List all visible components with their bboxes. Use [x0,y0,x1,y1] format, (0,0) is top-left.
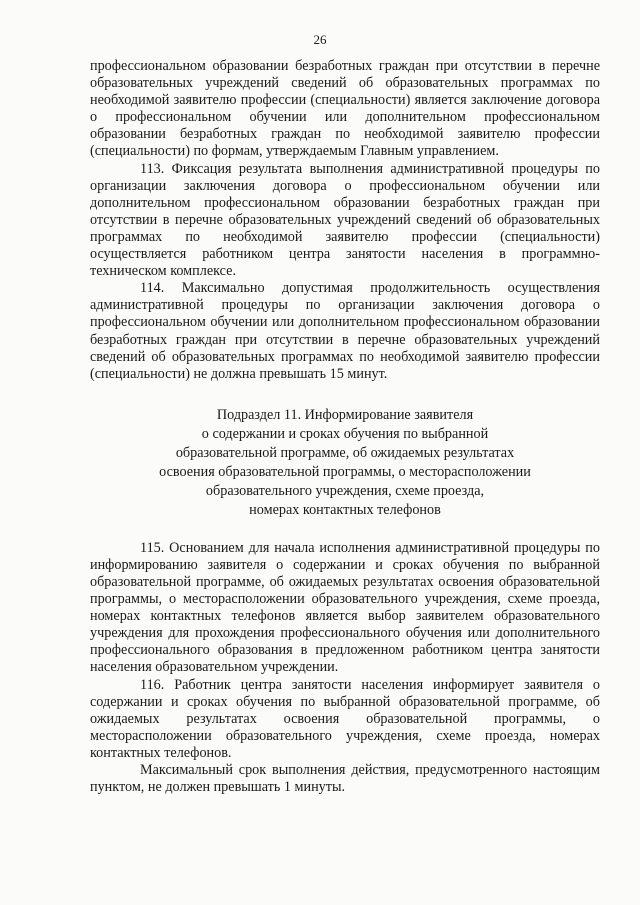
heading-line: образовательного учреждения, схеме проезда, [205,482,485,499]
paragraph-113: 113. Фиксация результата выполнения административной процедуры по организации заключения договора о профессиональном обучении или дополнительном профессиональном образовании безработных граждан при отсутствии в перечне образовательных учреждений сведений об образовательных программах по необходимой заявителю профессии (специальности) осуществляется работником центра занятости населения в программно-техническом комплексе. [90,160,600,280]
heading-line: номерах контактных телефонов [249,501,441,518]
paragraph-continuation: профессиональном образовании безработных граждан при отсутствии в перечне образовательных учреждений сведений об образовательных программах по необходимой заявителю профессии (специальности) является заключение договора о профессиональном обучении или дополнительном профессиональном образовании безработных граждан по необходимой заявителю профессии (специальности) по формам, утверждаемым Главным управлением. [90,58,600,160]
paragraph-115: 115. Основанием для начала исполнения административной процедуры по информированию заявителя о содержании и сроках обучения по выбранной образовательной программе, об ожидаемых результатах освоения образовательной программы, о месторасположении образовательного учреждения, схеме проезда, номерах контактных телефонов является выбор заявителем образовательного учреждения для прохождения профессионального обучения или дополнительного профессионального образования в предложенном работником центра занятости населения образовательном учреждении. [90,539,600,676]
heading-line: о содержании и сроках обучения по выбранной [201,425,489,442]
heading-line: Подраздел 11. Информирование заявителя [216,406,474,423]
paragraph-114: 114. Максимально допустимая продолжительность осуществления административной процедуры по организации заключения договора о профессиональном обучении или дополнительном профессиональном образовании безработных граждан при отсутствии в перечне образовательных учреждений сведений об образовательных программах по необходимой заявителю профессии (специальности) не должна превышать 15 минут. [90,280,600,382]
page-number: 26 [313,32,327,47]
heading-line: освоения образовательной программы, о месторасположении [159,463,531,480]
paragraph-116: 116. Работник центра занятости населения информирует заявителя о содержании и сроках обучения по выбранной образовательной программе, об ожидаемых результатах освоения образовательной программы, о месторасположении образовательного учреждения, схеме проезда, номерах контактных телефонов. [90,676,600,761]
document-body [90,58,600,796]
heading-line: образовательной программе, об ожидаемых результатах [175,444,515,461]
paragraph-max-time: Максимальный срок выполнения действия, предусмотренного настоящим пунктом, не должен превышать 1 минуты. [90,762,600,796]
subsection-heading [90,383,600,540]
